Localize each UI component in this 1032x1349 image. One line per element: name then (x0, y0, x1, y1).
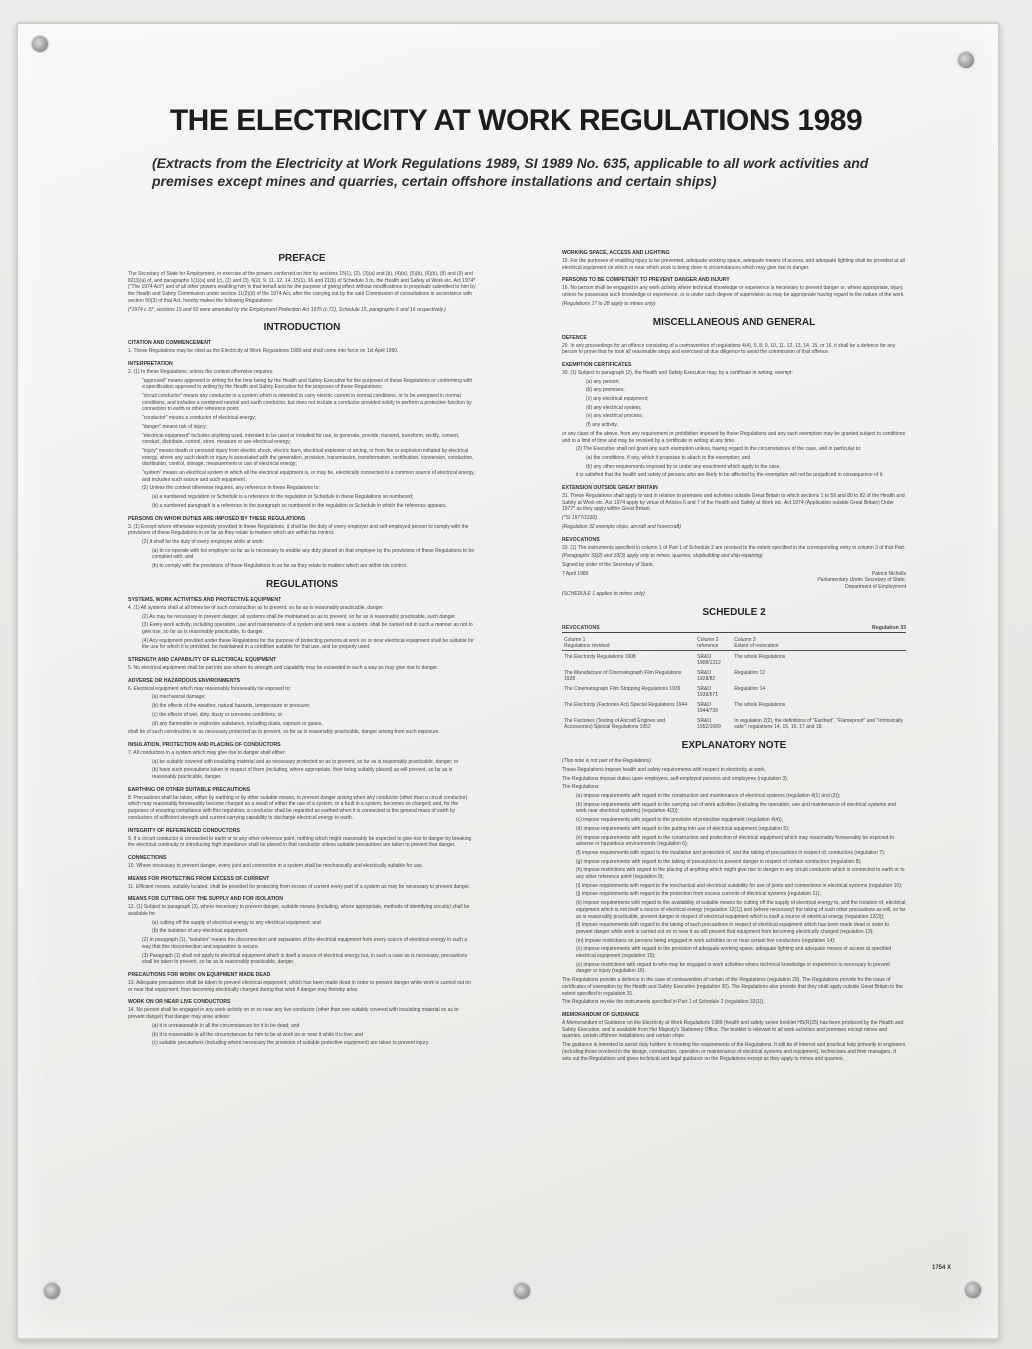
definition: "conductor" means a conductor of electrical energy; (142, 415, 257, 422)
list-item: (d) impose requirements with regard to the putting into use of electrical equipment (regulation 5); (576, 825, 790, 832)
table-row (562, 683, 906, 699)
paragraph: 30. (1) Subject to paragraph (2), the Health and Safety Executive may, by a certificate in writing, exempt: (562, 369, 793, 376)
paragraph: 2. (1) In these Regulations, unless the context otherwise requires: (128, 368, 274, 375)
paragraph: The Regulations: (562, 784, 600, 791)
table-cell: SR&O 1939/571 (697, 686, 718, 699)
paragraph: These Regulations impose health and safety requirements with respect to electricity at work. (562, 766, 766, 773)
introduction-heading: INTRODUCTION (263, 322, 341, 334)
list-item: (h) impose restrictions with regard to the placing of anything which might give rise to danger in any circuit conductor which is connected to earth or to any other reference point (regulation 9); (576, 867, 905, 881)
table-cell: The Manufacture of Cinematograph Film Regulations 1928 (564, 670, 682, 683)
paragraph: (3) Every work activity, including operation, use and maintenance of a system and work near a system, shall be carried out in such a manner as not to give rise, so far as is reasonably practicable, to danger. (142, 622, 473, 635)
paragraph: 1. These Regulations may be cited as the Electricity at Work Regulations 1989 and shall come into force on 1st April 1990. (128, 348, 399, 355)
screw-icon (514, 1283, 530, 1299)
paragraph: 12. (1) Subject to paragraph (3), where necessary to prevent danger, suitable means (including, where appropriate, methods of identifying circuits) shall be available for: (128, 904, 470, 918)
list-item: (b) any premises; (586, 387, 625, 394)
left-column (128, 244, 476, 1049)
list-item: (d) any flammable or explosive substance, including dusts, vapours or gases, (152, 720, 323, 727)
table-cell: The Factories (Testing of Aircraft Engines and Accessories) Special Regulations 1952 (564, 718, 666, 731)
note: (This note is not part of the Regulations) (562, 758, 651, 765)
list-item: (a) the conditions, if any, which it proposes to attach to the exemption; and (586, 454, 751, 461)
table-cell: SR&O 1908/1312 (697, 654, 721, 667)
section-heading: CITATION AND COMMENCEMENT (128, 340, 212, 347)
list-item: (a) be suitably covered with insulating material and as necessary protected so as to prevent, so far as is reasonably practicable, danger; or (152, 758, 459, 765)
paragraph: The guidance is intended to assist duty holders in meeting the requirements of the Regulations. It will be of interest and practical help primarily to engineers (including those involved in the design, construction, operation or maintenance of electrical systems and equipment), technicians and their managers. It sets out the Regulations and gives technical and legal guidance on the Regulations except as they apply to mines and quarries. (562, 1042, 906, 1062)
schedule-regulation-label: Regulation 33 (871, 624, 906, 631)
table-cell: SR&O 1952/1689 (697, 718, 721, 731)
list-item: (a) to co-operate with his employer so far as is necessary to enable any duty placed on that employer by the provisions of these Regulations to be complied with; and (152, 547, 475, 561)
paragraph: (2) It shall be the duty of every employee while at work: (142, 538, 265, 545)
section-heading: PRECAUTIONS FOR WORK ON EQUIPMENT MADE DEAD (128, 972, 271, 978)
schedule-revocations-label: REVOCATIONS (562, 624, 600, 631)
list-item: (j) impose requirements with regard to the protection from excess currents of electrical systems (regulation 11); (576, 891, 821, 898)
table-row (562, 651, 906, 668)
explanatory-heading: EXPLANATORY NOTE (681, 740, 787, 752)
definition: "approved" means approved in writing for the time being by the Health and Safety Executive for the purposes of these Regulations or conforming with a specification approved in writing by the Health and Safety Executive for the purposes of these Regulations; (142, 377, 473, 391)
list-item: (b) the effects of the weather, natural hazards, temperature or pressure; (152, 703, 311, 710)
signature-block (562, 571, 906, 591)
schedule-column-header: Column 1 Regulations revoked (562, 636, 695, 651)
paragraph: 29. In any proceedings for an offence consisting of a contravention of regulations 4(4), 5, 8, 9, 10, 11, 12, 13, 14, 15, or 16, it shall be a defence for any person to prove that he took all reasonable steps and exercised all due diligence to avoid the commission of that offence. (562, 342, 896, 356)
misc-heading: MISCELLANEOUS AND GENERAL (652, 316, 816, 328)
table-row (562, 667, 906, 683)
poster-reference: 1754 X (932, 1265, 952, 1271)
list-item: (e) impose requirements with regard to the construction and protection of electrical equipment which may reasonably foreseeably be exposed to adverse or hazardous environments (regulation 6); (576, 834, 894, 848)
list-item: (b) have such precautions taken in respect of them (including, where appropriate, their being suitably placed) as will prevent, so far as is reasonably practicable, danger. (152, 767, 453, 781)
section-heading: EARTHING OR OTHER SUITABLE PRECAUTIONS (128, 786, 251, 793)
list-item: (c) suitable precautions (including where necessary the provision of suitable protective equipment) are taken to prevent injury. (152, 1040, 430, 1047)
section-heading: REVOCATIONS (562, 536, 600, 543)
paragraph: shall be of such construction or as necessary protected as to prevent, so far as is reasonably practicable, danger arising from such exposure. (128, 729, 440, 736)
schedule-heading: SCHEDULE 2 (702, 606, 766, 618)
list-item: (a) impose requirements with regard to the construction and maintenance of electrical systems (regulation 4(1) and (2)); (576, 793, 841, 800)
paragraph: 14. No person shall be engaged in any work activity on or so near any live conductor (other than one suitably covered with insulating material so as to prevent danger) that danger may arise unless: (128, 1007, 459, 1021)
list-item: (a) cutting off the supply of electrical energy to any electrical equipment; and (152, 919, 321, 926)
section-heading: CONNECTIONS (128, 854, 167, 861)
table-cell: The Electricity (Factories Act) Special Regulations 1944 (564, 702, 688, 709)
paragraph: 3. (1) Except where otherwise expressly provided in these Regulations, it shall be the duty of every employer and self-employed person to comply with the provisions of these Regulations in so far as they relate to matters which are within his control. (128, 523, 469, 537)
table-cell: The whole Regulations (734, 702, 786, 709)
paragraph: The Regulations provide a defence in the case of contravention of certain of the Regulations (regulation 29). The Regulations provide for the issue of certificates of exemption by the Health and Safety Executive (regulation 30). The Regulations also provide that they shall apply outside Great Britain to the extent specified in regulation 31. (562, 977, 903, 997)
table-row (562, 699, 906, 715)
paragraph: The Regulations revoke the instruments specified in Part 1 of Schedule 2 (regulation 33(1)). (562, 999, 765, 1006)
preface-heading: PREFACE (278, 253, 326, 264)
table-cell: Regulation 14 (734, 686, 766, 693)
paragraph: or any class of the above, from any requirement or prohibition imposed by these Regulations and any such exemption may be granted subject to conditions and to a limit of time and may be revoked by a certificate in writing at any time. (562, 430, 905, 444)
right-column (562, 244, 906, 1064)
section-heading: WORK ON OR NEAR LIVE CONDUCTORS (128, 999, 231, 1006)
list-item: (a) a numbered regulation or Schedule is a reference to the regulation or Schedule in these Regulations so numbered; (152, 494, 414, 501)
list-item: (b) a numbered paragraph is a reference to the paragraph so numbered in the regulation or Schedule in which the reference appears. (152, 502, 447, 509)
section-heading: DEFENCE (562, 334, 587, 341)
definition: "electrical equipment" includes anything used, intended to be used or installed for use, to generate, provide, transmit, transform, rectify, convert, conduct, distribute, control, store, measure or use electrical energy; (142, 432, 460, 446)
note: (*SI 1977/1232) (562, 515, 598, 522)
section-heading: WORKING SPACE, ACCESS AND LIGHTING (562, 250, 670, 256)
list-item: (c) the effects of wet, dirty, dusty or corrosive conditions; or (152, 711, 283, 718)
list-item: (a) mechanical damage; (152, 694, 206, 701)
note: (Regulation 32 exempts ships, aircraft and hovercraft) (562, 523, 681, 530)
paragraph: 11. Efficient means, suitably located, shall be provided for protecting from excess of current every part of a system as may be necessary to prevent danger. (128, 883, 471, 890)
explanatory-list (562, 793, 906, 975)
list-item: (m) impose restrictions on persons being engaged in work activities on or near certain live conductors (regulation 14); (576, 937, 836, 944)
paragraph: 7. All conductors in a system which may give rise to danger shall either: (128, 749, 286, 756)
list-item: (a) any person; (586, 378, 620, 385)
sign-title: Parliamentary Under Secretary of State, (817, 577, 906, 584)
list-item: (d) any electrical system; (586, 404, 642, 411)
definition: "injury" means death or personal injury from electric shock, electric burn, electrical explosion or arcing, or from fire or explosion initiated by electrical energy, where any such death or injury is associated with the generation, provision, transmission, transformation, rectification, conversion, conduction, distribution, control, storage, measurement or use of electrical energy; (142, 447, 474, 468)
paragraph: 9. If a circuit conductor is connected to earth or to any other reference point, nothing which might reasonably be expected to give rise to danger by breaking the electrical continuity or introducing high impedance shall be placed in that conductor unless suitable precautions are taken to prevent that danger. (128, 835, 472, 849)
list-item: (b) to comply with the provisions of these Regulations in so far as they relate to matters which are within his control. (152, 563, 408, 570)
section-heading: INSULATION, PROTECTION AND PLACING OF CONDUCTORS (128, 741, 281, 748)
sign-name: Patrick Nicholls (871, 570, 906, 577)
list-item: (b) any other requirements imposed by or under any enactment which apply to the case, (586, 463, 781, 470)
table-cell: The Electricity Regulations 1908 (564, 654, 636, 661)
list-item: (i) impose requirements with regard to the mechanical and electrical suitability for use of joints and connections in electrical systems (regulation 10); (576, 882, 903, 889)
table-cell: The whole Regulations (734, 654, 786, 661)
paragraph: (3) Paragraph (1) shall not apply to electrical equipment which is itself a source of electrical energy but, in such a case as is necessary, precautions shall be taken to prevent, so far as is reasonably practicable, danger. (142, 952, 468, 966)
list-item: (c) any electrical equipment; (586, 396, 649, 403)
list-item: (g) impose requirements with regard to the taking of precautions to prevent danger in respect of certain conductors (regulation 8); (576, 858, 862, 865)
paragraph: The Regulations impose duties upon employers, self-employed persons and employees (regulation 3). (562, 775, 789, 782)
poster-title: THE ELECTRICITY AT WORK REGULATIONS 1989 (169, 104, 863, 137)
section-heading: STRENGTH AND CAPABILITY OF ELECTRICAL EQUIPMENT (128, 657, 277, 664)
list-item: (a) it is unreasonable in all the circumstances for it to be dead; and (152, 1022, 300, 1029)
table-cell: In regulation 2(2), the definitions of "Earthed", "Flameproof" and "Intrinsically safe"; regulations 14, 15, 16, 17 and 18. (734, 718, 903, 731)
paragraph: 5. No electrical equipment shall be put into use where its strength and capability may be exceeded in such a way as may give rise to danger. (128, 665, 439, 672)
paragraph: (4) Any equipment provided under these Regulations for the purpose of protecting persons at work on or near electrical equipment shall be suitable for the use for which it is provided, be maintained in a condition suitable for that use, and be properly used. (142, 637, 474, 651)
schedule-subheader (562, 625, 906, 634)
preface-text: The Secretary of State for Employment, in exercise of the powers conferred on him by sections 15(1), (2), (3)(a) and (b), (4)(a), (5)(b), (6)(b), (8) and (9) and 82(3)(a) of, and paragraphs 1(1)(a) and (c), (2) and (3), 6(2), 9, 11, 12, 14, 15(1), 16 and 21(b) of Schedule 3 to, the Health and Safety at Work etc. Act 1974* ("The 1974 Act") and of all other powers enabling him in that behalf and for the purpose of giving effect without modifications to proposals submitted to him by the Health and Safety Commission under section 11(2)(d) of the 1974 Act, after the carrying out by the said Commission of consultations in accordance with section 50(3) of that Act, hereby makes the following Regulations: (128, 271, 476, 304)
note: (Regulations 17 to 28 apply to mines only) (562, 300, 656, 307)
list-item: (b) the isolation of any electrical equipment. (152, 928, 249, 935)
section-heading: EXTENSION OUTSIDE GREAT BRITAIN (562, 485, 658, 492)
section-heading: MEANS FOR CUTTING OFF THE SUPPLY AND FOR ISOLATION (128, 896, 284, 903)
list-item: (k) impose requirements with regard to the availability of suitable means for cutting off the supply of electrical energy to, and the isolation of, electrical equipment which is not itself a source of electrical energy (regulation 12(1)) and (where necessary) the taking of such other precautions as will, so far as is reasonably practicable, prevent danger in respect of electrical equipment which is itself a source of electrical energy (regulation 12(3)); (576, 900, 906, 920)
list-item: (b) it is reasonable in all the circumstances for him to be at work on or near it while it is live; and (152, 1031, 363, 1038)
list-item: (f) any activity, (586, 422, 618, 429)
paragraph: (2) In paragraph (1), "isolation" means the disconnection and separation of the electrical equipment from every source of electrical energy in such a way that this disconnection and separation is secure. (142, 937, 468, 950)
paragraph: (2) The Executive shall not grant any such exemption unless, having regard to the circumstances of the case, and in particular to: (576, 446, 862, 453)
section-heading: EXEMPTION CERTIFICATES (562, 361, 632, 368)
paragraph: 31. These Regulations shall apply to and in relation to premises and activities outside Great Britain to which sections 1 to 59 and 80 to 82 of the Health and Safety at Work etc. Act 1974 apply by virtue of Articles 6 and 7 of the Health and Safety at Work etc. Act 1974 (Application outside Great Britain) Order 1977* as they apply within Great Britain. (562, 493, 905, 513)
paragraph: 15. For the purposes of enabling injury to be prevented, adequate working space, adequate means of access, and adequate lighting shall be provided at all electrical equipment on which or near which work is being done in circumstances which may give rise to danger. (562, 258, 905, 271)
section-heading: INTERPRETATION (128, 360, 173, 367)
section-heading: PERSONS TO BE COMPETENT TO PREVENT DANGER AND INJURY (562, 277, 730, 284)
table-cell: Regulation 12 (734, 670, 766, 677)
screw-icon (32, 36, 48, 52)
table-row (562, 715, 906, 731)
sign-dept: Department of Employment (845, 584, 906, 591)
list-item: (e) any electrical process; (586, 413, 643, 420)
list-item: (o) impose restrictions with regard to who may be engaged in work activities where technical knowledge or experience is necessary to prevent danger or injury (regulation 16). (576, 961, 890, 975)
paragraph: it is satisfied that the health and safety of persons who are likely to be affected by the exemption will not be prejudiced in consequence of it. (576, 472, 884, 479)
table-cell: SR&O 1944/739 (697, 702, 718, 715)
preface-note: (*1974 c.37; sections 15 and 50 were amended by the Employment Protection Act 1975 (c.71), Schedule 15, paragraphs 6 and 16 respectively.) (128, 306, 446, 313)
paragraph: 4. (1) All systems shall at all times be of such construction as to prevent, so far as is reasonably practicable, danger. (128, 604, 384, 611)
poster-subtitle: (Extracts from the Electricity at Work Regulations 1989, SI 1989 No. 635, applicable to all work activities and premises except mines and quarries, certain offshore installations and certain ships) (152, 155, 869, 189)
paragraph: 10. Where necessary to prevent danger, every joint and connection in a system shall be mechanically and electrically suitable for use. (128, 862, 424, 869)
definition: "system" means an electrical system in which all the electrical equipment is, or may be, electrically connected to a common source of electrical energy, and includes such source and such equipment. (142, 470, 475, 483)
definition: "circuit conductor" means any conductor in a system which is intended to carry electric current in normal conditions, or to be energised in normal conditions, and includes a combined neutral and earth conductor, but does not include a conductor provided solely to perform a protective function by connection to earth or other reference point; (142, 393, 472, 413)
list-item: (b) impose requirements with regard to the carrying out of work activities (including the operation, use and maintenance of electrical systems and work near electrical systems) (regulation 4(3)); (576, 801, 896, 815)
paragraph: (2) Unless the context otherwise requires, any reference in these Regulations to: (142, 485, 320, 492)
table-cell: The Cinematograph Film Stripping Regulations 1939 (564, 686, 681, 693)
section-heading: ADVERSE OR HAZARDOUS ENVIRONMENTS (128, 677, 241, 684)
schedule-table (562, 636, 906, 731)
section-heading: MEMORANDUM OF GUIDANCE (562, 1012, 639, 1018)
list-item: (c) impose requirements with regard to the provision of protective equipment (regulation 4(4)); (576, 817, 784, 824)
section-heading: SYSTEMS, WORK ACTIVITIES AND PROTECTIVE EQUIPMENT (128, 596, 282, 603)
screw-icon (44, 1283, 60, 1299)
signed-text: Signed by order of the Secretary of State. (562, 561, 654, 568)
list-item: (l) impose requirements with regard to the taking of such precautions in respect of electrical equipment which has been made dead in order to prevent danger while work is carried out on or near it as will prevent that equipment from becoming electrically charged (regulation 13); (576, 922, 889, 935)
section-heading: MEANS FOR PROTECTING FROM EXCESS OF CURRENT (128, 875, 270, 882)
paragraph: 8. Precautions shall be taken, either by earthing or by other suitable means, to prevent danger arising when any conductor (other than a circuit conductor) which may reasonably foreseeably become charged as a result of either the use of a system, or a fault in a system, becomes so charged; and, for the purposes of ensuring compliance with this regulation, a conductor shall be regarded as earthed when it is connected to the general mass of earth by conductors of sufficient strength and current-carrying capability to discharge electrical energy to earth. (128, 794, 468, 821)
note: (Paragraphs 33(2) and 33(3) apply only to mines, quarries, shipbuilding and ship-repairing) (562, 553, 763, 560)
sign-date: 7 April 1989 (562, 570, 589, 577)
list-item: (f) impose requirements with regard to the insulation and protection of, and the taking of precautions in respect of, conductors (regulation 7); (576, 849, 886, 856)
list-item: (n) impose requirements with regard to the provision of adequate working space, adequate lighting and adequate means of access at specified electrical equipment (regulation 15); (576, 946, 892, 960)
paragraph: 6. Electrical equipment which may reasonably foreseeably be exposed to: (128, 685, 291, 692)
definition: "danger" means risk of injury; (142, 423, 207, 430)
screw-icon (958, 52, 974, 68)
paragraph: 13. Adequate precautions shall be taken to prevent electrical equipment, which has been made dead in order to prevent danger while work is carried out on or near that equipment, from becoming electrically charged during that work if danger may thereby arise. (128, 980, 471, 993)
paragraph: 16. No person shall be engaged in any work activity where technical knowledge or experience is necessary to prevent danger or, where appropriate, injury, unless he possesses such knowledge or experience, or is under such degree of supervision as may be appropriate having regard to the nature of the work. (562, 285, 905, 299)
schedule-column-header: Column 2 reference (695, 636, 732, 651)
screw-icon (965, 1282, 981, 1298)
paragraph: A Memorandum of Guidance on the Electricity at Work Regulations 1989 (health and safety series booklet HS(R)25) has been produced by the Health and Safety Executive, and is available from Her Majesty's Stationery Office. The booklet is relevant to all work activities and premises except mines and quarries, certain offshore installations and certain ships. (562, 1020, 904, 1040)
note: (SCHEDULE 1 applies to mines only) (562, 590, 645, 597)
section-heading: INTEGRITY OF REFERENCED CONDUCTORS (128, 827, 240, 834)
paragraph: 33. (1) The instruments specified in column 1 of Part 1 of Schedule 2 are revoked to the extent specified in the corresponding entry in column 3 of that Part. (562, 544, 906, 551)
schedule-column-header: Column 3 Extent of revocation (732, 636, 906, 651)
table-cell: SR&O 1928/82 (697, 670, 716, 683)
paragraph: (2) As may be necessary to prevent danger, all systems shall be maintained so as to prevent, so far as is reasonably practicable, such danger. (142, 613, 457, 620)
section-heading: PERSONS ON WHOM DUTIES ARE IMPOSED BY THESE REGULATIONS (128, 515, 306, 522)
regulations-heading: REGULATIONS (265, 578, 339, 590)
